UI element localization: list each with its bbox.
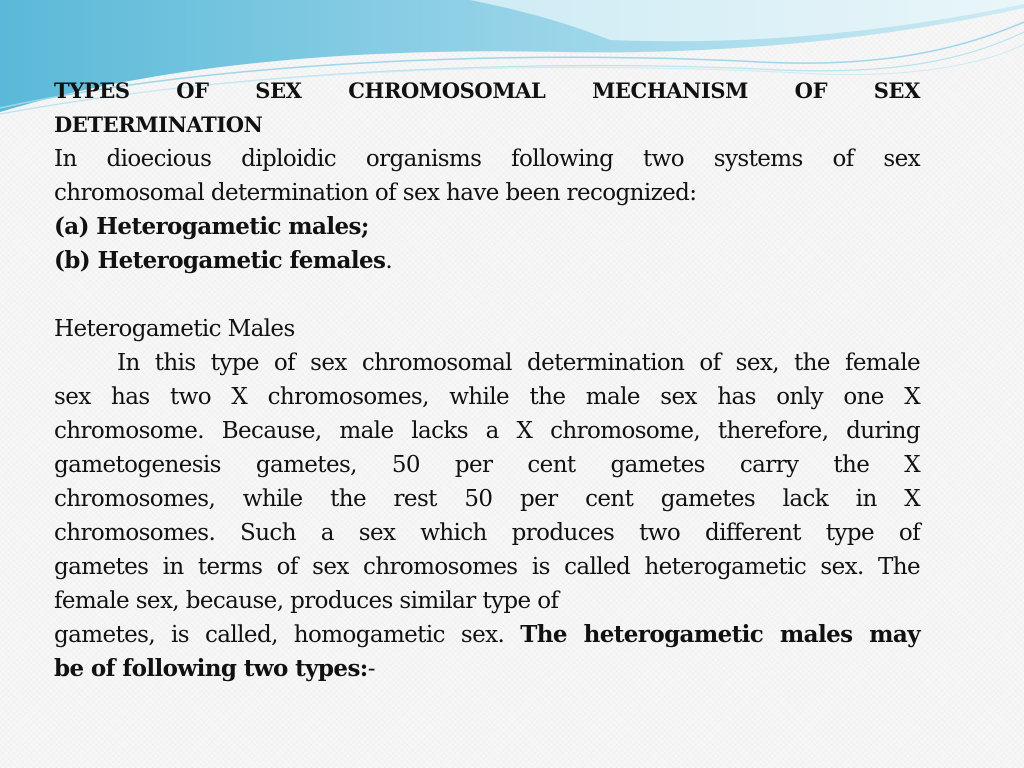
body-line: chromosomes. Such a sex which produces two different type of bbox=[54, 520, 920, 546]
type-b-item bbox=[54, 244, 920, 278]
body-line-final bbox=[54, 652, 920, 686]
body-line: In this type of sex chromosomal determination of sex, the female bbox=[117, 350, 920, 376]
body-line-emphasis: The heterogametic males may bbox=[520, 621, 920, 648]
body-line: sex has two X chromosomes, while the male sex has only one X bbox=[54, 384, 920, 410]
type-b-label: (b) Heterogametic females bbox=[54, 247, 386, 274]
spacer bbox=[54, 278, 920, 312]
type-a-item: (a) Heterogametic males; bbox=[54, 213, 369, 240]
body-line: chromosome. Because, male lacks a X chromosome, therefore, during bbox=[54, 418, 920, 444]
slide-title-line1: TYPES OF SEX CHROMOSOMAL MECHANISM OF SEX bbox=[54, 78, 920, 103]
body-line: female sex, because, produces similar type of bbox=[54, 588, 559, 614]
section-heading: Heterogametic Males bbox=[54, 316, 295, 342]
body-line-normal: gametes, is called, homogametic sex. bbox=[54, 622, 521, 648]
body-line-final-suffix: - bbox=[367, 656, 375, 682]
body-line: gametes in terms of sex chromosomes is called heterogametic sex. The bbox=[54, 554, 920, 580]
intro-line1: In dioecious diploidic organisms following two systems of sex bbox=[54, 146, 920, 172]
body-line-mixed bbox=[54, 618, 920, 652]
body-line: gametogenesis gametes, 50 per cent gametes carry the X bbox=[54, 452, 920, 478]
intro-line2: chromosomal determination of sex have been recognized: bbox=[54, 180, 697, 206]
type-b-suffix: . bbox=[385, 248, 393, 274]
slide-content bbox=[54, 74, 920, 686]
body-line: chromosomes, while the rest 50 per cent gametes lack in X bbox=[54, 486, 920, 512]
body-line-final-emphasis: be of following two types: bbox=[54, 655, 368, 682]
slide-title-line2: DETERMINATION bbox=[54, 112, 263, 137]
